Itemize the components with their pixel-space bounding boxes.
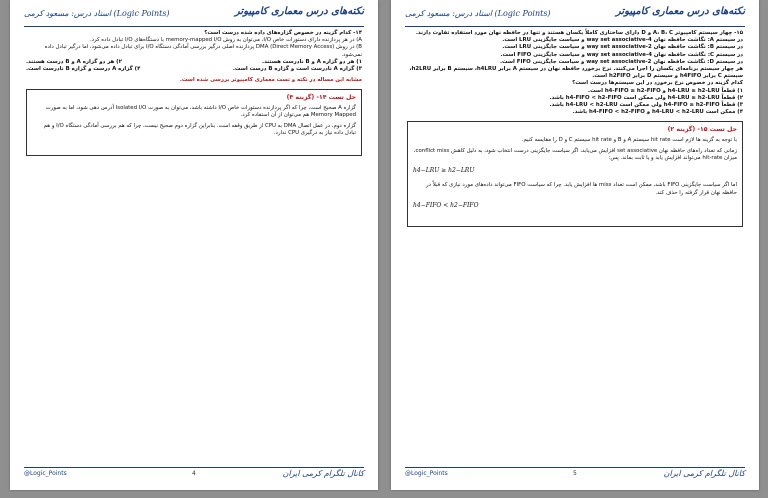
page-footer [405,470,745,482]
answer-box [407,121,743,227]
page-body [26,30,362,156]
statement-a: A) در هر پردازنده دارای دستورات خاص I/O، می‌توان به روش memory-mapped I/O با دستگاه‌های I/O تبادل داده کرد. [89,37,362,44]
page-right [391,0,759,490]
systems-description: هر چهار سیستم برنامه‌ای یکسان را اجرا می‌کنند. نرخ برخورد حافظه نهان در سیستم A برابر h4LRU، سیستم B برابر h2LRU، سیستم C برابر h4FIFO و سیستم D برابر h2FIFO است. [409,66,743,80]
footer-brand: کانال تلگرام کرمی ایران [663,469,745,478]
system-b: در سیستم B: نگاشت حافظه نهان 2-way set associative و سیاست جایگزینی LRU است. [502,44,743,51]
answer-paragraph-3: اما اگر سیاست جایگزینی FIFO باشد، ممکن است تعداد miss ها افزایش یابد. چرا که سیاست FIFO می‌تواند داده‌های مورد نیازی که قبلاً در حافظه نهان قرار گرفته را حذف کند. [426,182,737,196]
footer-brand: کانال تلگرام کرمی ایران [282,469,364,478]
telegram-handle[interactable]: @Logic_Points [405,470,448,477]
answer-paragraph-2: زمانی که تعداد راه‌های حافظه نهان set associative افزایش می‌یابد، اگر سیاست جایگزینی درست انتخاب شود، به دلیل کاهش conflict miss، میزان hit-rate می‌تواند افزایش یابد و یا ثابت بماند. پس: [413,147,737,162]
page-body [407,30,743,227]
option-3: ۳) قطعاً h4-FIFO ≥ h2-FIFO ولی ممکن است h4-LRU < h2-LRU باشد. [549,102,743,109]
system-c: در سیستم C: نگاشت حافظه نهان 4-way set associative و سیاست جایگزینی FIFO است. [500,51,743,58]
answer-title: حل تست ۱۴- (گزینه ۴) [286,94,356,102]
question-14: ۱۴- کدام گزینه در خصوص گزاره‌های داده شده درست است؟ [204,30,362,36]
similar-note: مشابه این مساله در نکته و تست معماری کامپیوتر بررسی شده است. [179,77,362,84]
answer-paragraph-2: گزاره دوم، در عمل اتصال DMA به CPU از طریق وقفه است. بنابراین گزاره دوم صحیح نیست، چرا که هم بررسی آمادگی دستگاه I/O و هم تبادل داده نیاز به درگیری CPU ندارد. [43,123,356,137]
header-author: استاد درس: مسعود کرمی (Logic Points) [405,9,551,18]
page-number: 4 [192,470,196,477]
header-author: استاد درس: مسعود کرمی (Logic Points) [24,9,170,18]
page-header [405,6,745,26]
telegram-handle[interactable]: @Logic_Points [24,470,67,477]
option-1: ۱) قطعاً h4-LRU ≥ h2-LRU و h4-FIFO ≥ h2-FIFO است. [588,87,743,94]
option-2: ۲) هر دو گزاره A و B درست هستند. [26,58,122,65]
option-2: ۲) قطعاً h4-LRU ≥ h2-LRU ولی ممکن است h4-FIFO < h2-FIFO باشد. [549,94,743,101]
page-left [10,0,378,490]
statement-b: B) در روش DMA (Direct Memory Access) پردازنده اصلی درگیر بررسی آمادگی دستگاه I/O برای تبادل داده می‌شود، اما درگیر تبادل داده نمی‌شود. [44,44,362,58]
answer-paragraph-1: با توجه به گزینه ها لازم است hit rate سیستم A و B و hit rate سیستم C و D را مقایسه کنیم. [521,136,737,143]
question-15: ۱۵- چهار سیستم کامپیوتر A، B، C و D دارای ساختاری کاملاً یکسان هستند و تنها در حافظه نهان مورد استفاده تفاوت دارند. [415,30,743,36]
header-logo: نکته‌های درس معماری کامپیوتر [615,6,745,17]
page-footer [24,470,364,482]
question-ask: کدام گزینه در خصوص نرخ برخورد در این سیستم‌ها درست است؟ [572,80,743,87]
footer-divider [24,467,364,468]
header-divider [24,26,364,27]
option-3: ۳) گزاره A نادرست است و گزاره B درست است. [232,66,362,73]
system-d: در سیستم D: نگاشت حافظه نهان 2-way set associative و سیاست جایگزینی FIFO است. [499,58,743,65]
page-number: 5 [573,470,577,477]
answer-box [26,89,362,156]
option-4: ۴) گزاره A درست و گزاره B نادرست است. [26,66,141,73]
formula-lru: h4−LRU ≥ h2−LRU [413,167,475,175]
header-logo: نکته‌های درس معماری کامپیوتر [234,6,364,17]
footer-divider [405,467,745,468]
answer-paragraph-1: گزاره A صحیح است، چرا که اگر پردازنده دستورات خاص I/O داشته باشد، می‌توان به صورت Isolated I/O آدرس دهی شود، اما به صورت Memory Mapped هم می‌توان از آن استفاده کرد. [45,104,356,118]
system-a: در سیستم A: نگاشت حافظه نهان 4-way set associative و سیاست جایگزینی LRU است. [502,37,743,44]
formula-fifo: h4−FIFO < h2−FIFO [413,201,479,209]
page-header [24,6,364,26]
option-1: ۱) هر دو گزاره A و B نادرست هستند. [262,58,362,65]
answer-title: حل تست ۱۵- (گزینه ۲) [667,126,737,134]
option-4: ۴) ممکن است h4-LRU < h2-LRU و h4-FIFO < h2-FIFO باشد. [572,109,743,116]
header-divider [405,26,745,27]
